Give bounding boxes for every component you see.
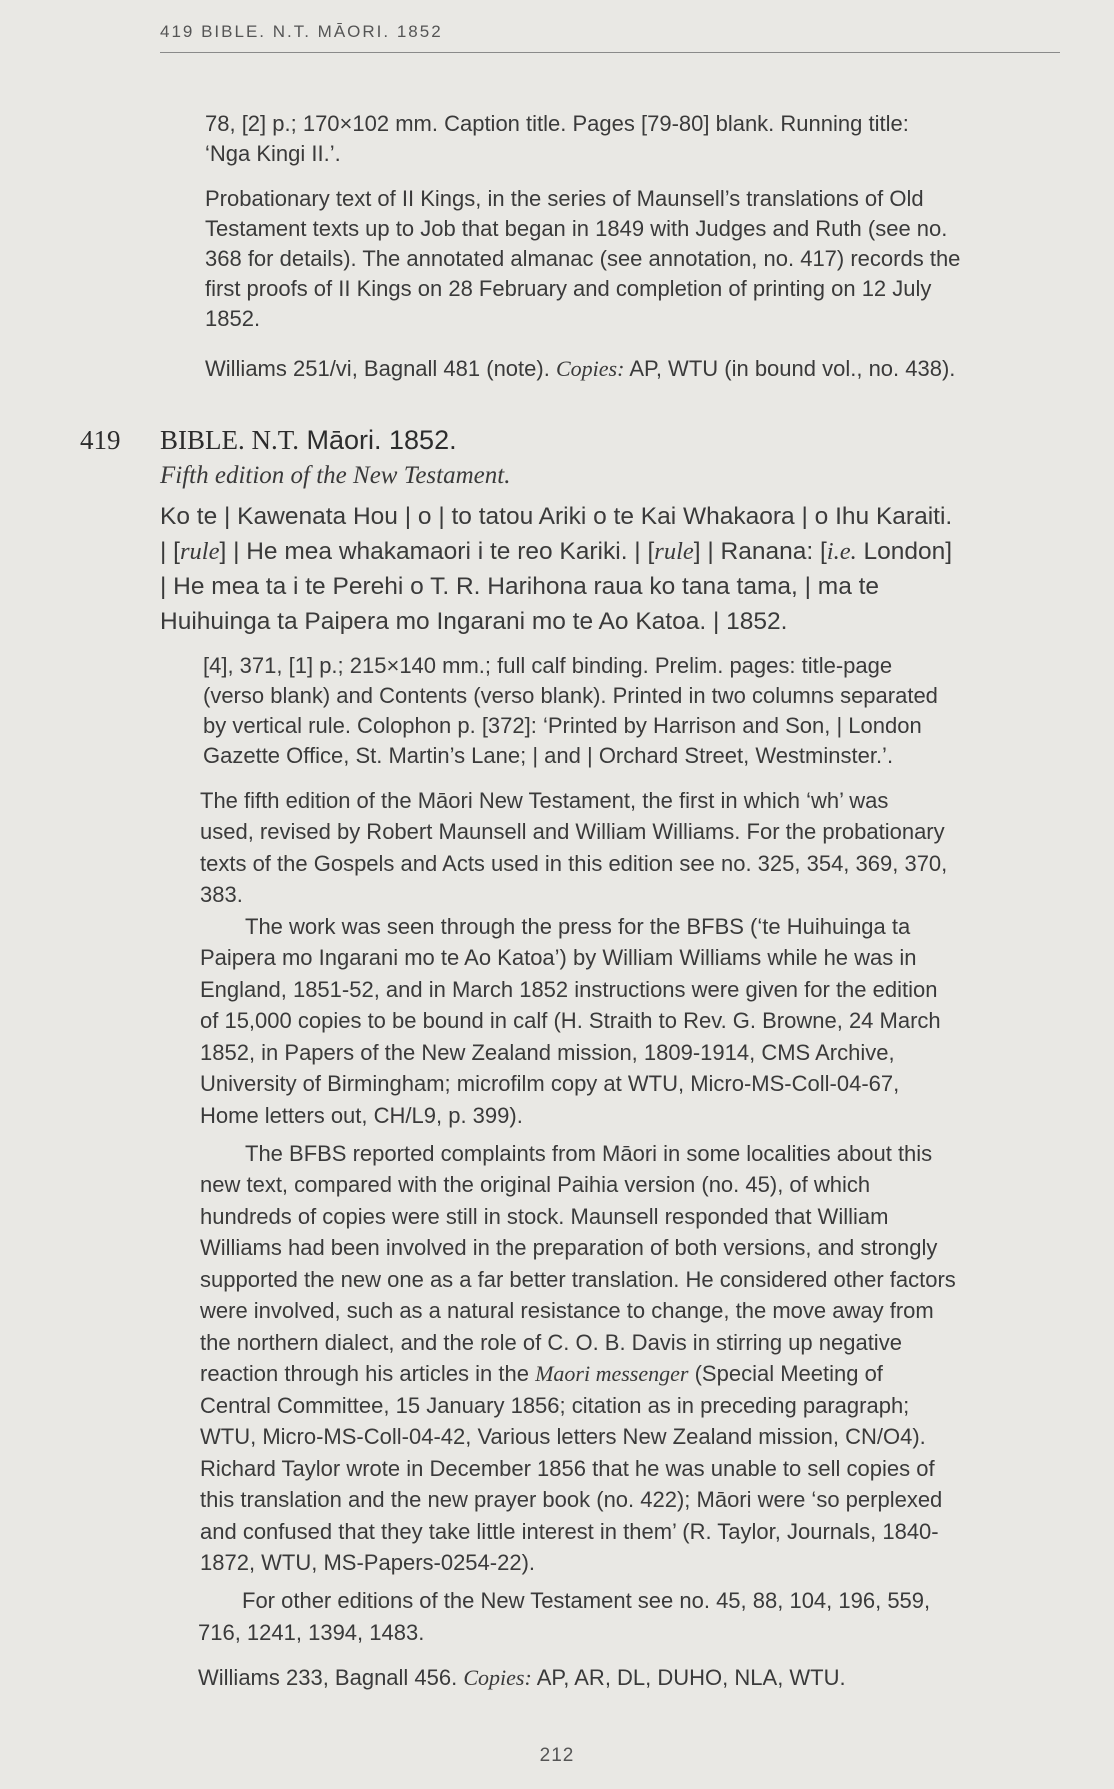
prev-refs-post: AP, WTU (in bound vol., no. 438). bbox=[629, 356, 956, 381]
para2-line: University of Birmingham; microfilm copy at WTU, Micro-MS-Coll-04-67, bbox=[200, 1071, 900, 1096]
refs-post: AP, AR, DL, DUHO, NLA, WTU. bbox=[536, 1665, 846, 1690]
para2-line: The work was seen through the press for the BFBS (‘te Huihuinga ta bbox=[245, 914, 911, 939]
desc-line: by vertical rule. Colophon p. [372]: ‘Printed by Harrison and Son, | London bbox=[203, 713, 922, 738]
title-transcription-line: Ko te | Kawenata Hou | o | to tatou Ariki o te Kai Whakaora | o Ihu Karaiti. bbox=[160, 503, 953, 530]
prev-note-line: 368 for details). The annotated almanac (see annotation, no. 417) records the bbox=[205, 246, 961, 271]
rule-note: rule bbox=[179, 538, 220, 565]
para3-line: were involved, such as a natural resistance to change, the move away from bbox=[200, 1298, 934, 1323]
prev-desc-line: 78, [2] p.; 170×102 mm. Caption title. Pages [79-80] blank. Running title: bbox=[205, 111, 909, 136]
para3-line: this translation and the new prayer book (no. 422); Māori were ‘so perplexed bbox=[200, 1487, 943, 1512]
para3-line: The BFBS reported complaints from Māori in some localities about this bbox=[245, 1141, 933, 1166]
desc-line: (verso blank) and Contents (verso blank). Printed in two columns separated bbox=[203, 683, 938, 708]
entry-heading-rest: Māori. 1852. bbox=[306, 425, 457, 455]
prev-note-line: Probationary text of II Kings, in the series of Maunsell’s translations of Old bbox=[205, 186, 924, 211]
para2-line: England, 1851-52, and in March 1852 instructions were given for the edition bbox=[200, 977, 938, 1002]
journal-title: Maori messenger bbox=[535, 1361, 689, 1386]
entry-heading-main: BIBLE. N.T. bbox=[160, 425, 299, 455]
para3-line: new text, compared with the original Paihia version (no. 45), of which bbox=[200, 1172, 871, 1197]
entry-number: 419 bbox=[80, 425, 121, 455]
para3-line: the northern dialect, and the role of C. O. B. Davis in stirring up negative bbox=[200, 1330, 902, 1355]
para3-line: Richard Taylor wrote in December 1856 that he was unable to sell copies of bbox=[200, 1456, 935, 1481]
running-head: 419 BIBLE. N.T. MĀORI. 1852 bbox=[160, 22, 443, 41]
refs-pre: Williams 233, Bagnall 456. bbox=[198, 1665, 458, 1690]
para2-line: Home letters out, CH/L9, p. 399). bbox=[200, 1103, 523, 1128]
prev-note-line: 1852. bbox=[205, 306, 261, 331]
page-number: 212 bbox=[539, 1745, 575, 1766]
para3-line: 1872, WTU, MS-Papers-0254-22). bbox=[200, 1550, 536, 1575]
para1-line: 383. bbox=[200, 882, 243, 907]
prev-note-line: Testament texts up to Job that began in 1849 with Judges and Ruth (see no. bbox=[205, 216, 948, 241]
para3-line: reaction through his articles in the Maori messenger (Special Meeting of bbox=[200, 1361, 883, 1386]
title-transcription-line: | He mea ta i te Perehi o T. R. Harihona raua ko tana tama, | ma te bbox=[160, 573, 880, 600]
rule-note: rule bbox=[654, 538, 694, 565]
desc-line: [4], 371, [1] p.; 215×140 mm.; full calf binding. Prelim. pages: title-page bbox=[203, 653, 893, 678]
entry-heading bbox=[160, 425, 457, 456]
para3-line: hundreds of copies were still in stock. Maunsell responded that William bbox=[200, 1204, 889, 1229]
prev-refs bbox=[205, 355, 955, 383]
prev-refs-pre: Williams 251/vi, Bagnall 481 (note). bbox=[205, 356, 550, 381]
para3-line: and confused that they take little interest in them’ (R. Taylor, Journals, 1840- bbox=[200, 1519, 939, 1544]
desc-line: Gazette Office, St. Martin’s Lane; | and | Orchard Street, Westminster.’. bbox=[203, 743, 894, 768]
title-transcription-line: | [rule] | He mea whakamaori i te reo Kariki. | [rule] | Ranana: [i.e. London] bbox=[160, 538, 953, 565]
ie-note: i.e. bbox=[826, 538, 857, 565]
para3-line: WTU, Micro-MS-Coll-04-42, Various letters New Zealand mission, CN/O4). bbox=[200, 1424, 926, 1449]
para2-line: of 15,000 copies to be bound in calf (H. Straith to Rev. G. Browne, 24 March bbox=[200, 1008, 941, 1033]
para2-line: 1852, in Papers of the New Zealand mission, 1809-1914, CMS Archive, bbox=[200, 1040, 895, 1065]
prev-desc-line: ‘Nga Kingi II.’. bbox=[205, 141, 341, 166]
para1-line: used, revised by Robert Maunsell and William Williams. For the probationary bbox=[200, 819, 945, 844]
para3-line: Williams had been involved in the preparation of both versions, and strongly bbox=[200, 1235, 938, 1260]
entry-subtitle: Fifth edition of the New Testament. bbox=[160, 462, 511, 489]
prev-copies-label: Copies: bbox=[555, 356, 625, 381]
para1-line: texts of the Gospels and Acts used in this edition see no. 325, 354, 369, 370, bbox=[200, 851, 948, 876]
para1-line: The fifth edition of the Māori New Testament, the first in which ‘wh’ was bbox=[200, 788, 889, 813]
prev-note-line: first proofs of II Kings on 28 February and completion of printing on 12 July bbox=[205, 276, 932, 301]
para4-line: For other editions of the New Testament see no. 45, 88, 104, 196, 559, bbox=[242, 1588, 931, 1613]
copies-label: Copies: bbox=[463, 1665, 532, 1690]
header-rule bbox=[160, 52, 1060, 53]
para3-line: Central Committee, 15 January 1856; citation as in preceding paragraph; bbox=[200, 1393, 910, 1418]
para3-line: supported the new one as a far better translation. He considered other factors bbox=[200, 1267, 956, 1292]
entry-refs bbox=[198, 1664, 846, 1692]
para2-line: Paipera mo Ingarani mo te Ao Katoa’) by William Williams while he was in bbox=[200, 945, 917, 970]
para4-line: 716, 1241, 1394, 1483. bbox=[198, 1620, 425, 1645]
title-transcription-line: Huihuinga ta Paipera mo Ingarani mo te Ao Katoa. | 1852. bbox=[160, 608, 788, 635]
